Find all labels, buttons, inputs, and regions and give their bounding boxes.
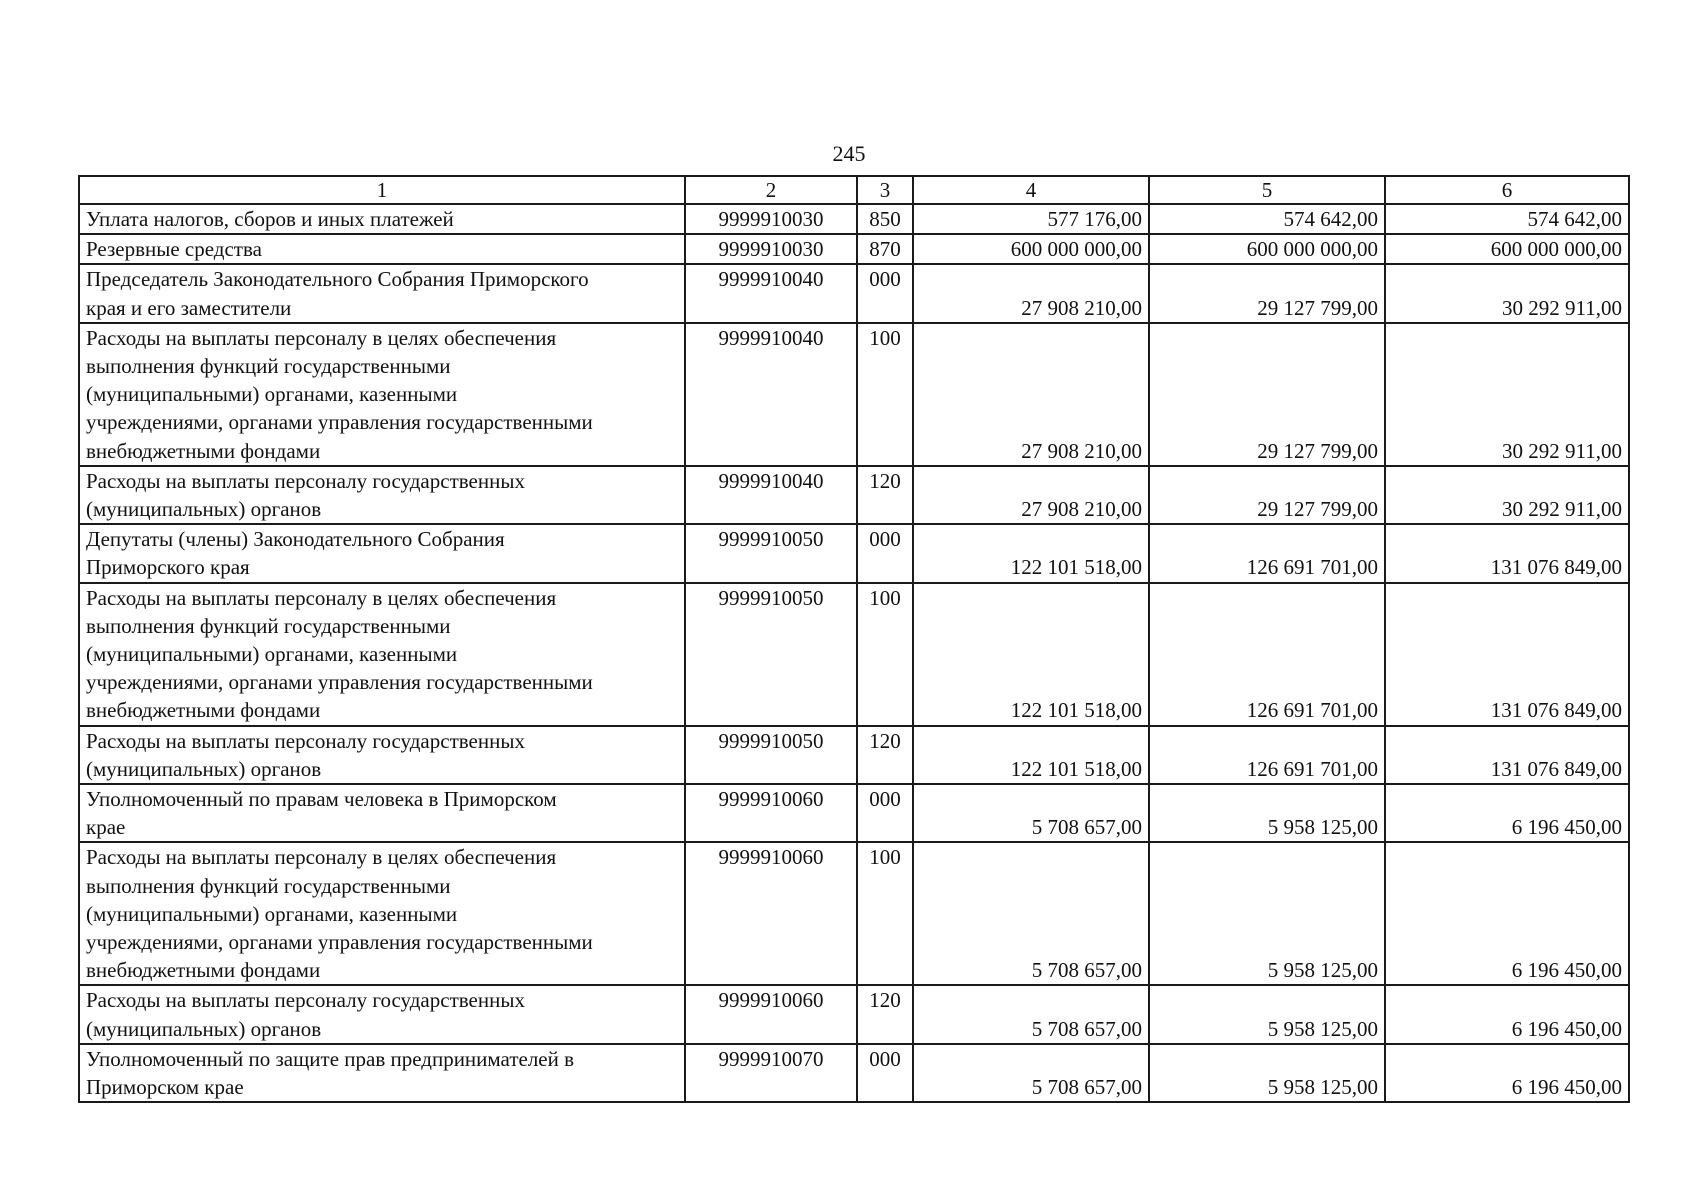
row-target-code: 9999910070 xyxy=(685,1044,857,1102)
table-row xyxy=(79,842,1629,985)
row-amount-col5: 126 691 701,00 xyxy=(1149,583,1385,726)
table-row xyxy=(79,264,1629,322)
column-number-row xyxy=(79,176,1629,204)
row-expense-type: 000 xyxy=(857,264,913,322)
table-row xyxy=(79,784,1629,842)
row-amount-col5: 5 958 125,00 xyxy=(1149,1044,1385,1102)
row-amount-col6: 6 196 450,00 xyxy=(1385,842,1629,985)
row-name: Резервные средства xyxy=(79,234,685,264)
row-name: Уполномоченный по правам человека в Приморском крае xyxy=(79,784,685,842)
table-row xyxy=(79,985,1629,1043)
row-amount-col6: 30 292 911,00 xyxy=(1385,466,1629,524)
row-target-code: 9999910040 xyxy=(685,264,857,322)
row-expense-type: 000 xyxy=(857,1044,913,1102)
row-name: Расходы на выплаты персоналу государственных (муниципальных) органов xyxy=(79,466,685,524)
table-row xyxy=(79,323,1629,466)
row-target-code: 9999910030 xyxy=(685,204,857,234)
row-name: Расходы на выплаты персоналу в целях обеспечения выполнения функций государственными (муниципальными) органами, казенными учреждениями, органами управления государственными внебюджетными фондами xyxy=(79,842,685,985)
row-amount-col4: 5 708 657,00 xyxy=(913,842,1149,985)
row-amount-col5: 600 000 000,00 xyxy=(1149,234,1385,264)
table-row xyxy=(79,1044,1629,1102)
row-amount-col6: 574 642,00 xyxy=(1385,204,1629,234)
row-name: Председатель Законодательного Собрания Приморского края и его заместители xyxy=(79,264,685,322)
row-expense-type: 120 xyxy=(857,466,913,524)
column-number-2: 2 xyxy=(685,176,857,204)
row-amount-col5: 29 127 799,00 xyxy=(1149,323,1385,466)
row-amount-col4: 122 101 518,00 xyxy=(913,524,1149,582)
table-row xyxy=(79,583,1629,726)
row-amount-col6: 30 292 911,00 xyxy=(1385,323,1629,466)
row-name: Расходы на выплаты персоналу в целях обеспечения выполнения функций государственными (муниципальными) органами, казенными учреждениями, органами управления государственными внебюджетными фондами xyxy=(79,323,685,466)
row-expense-type: 120 xyxy=(857,985,913,1043)
row-target-code: 9999910040 xyxy=(685,323,857,466)
row-expense-type: 100 xyxy=(857,323,913,466)
row-target-code: 9999910050 xyxy=(685,583,857,726)
row-amount-col4: 27 908 210,00 xyxy=(913,264,1149,322)
row-name: Уплата налогов, сборов и иных платежей xyxy=(79,204,685,234)
page-number: 245 xyxy=(832,141,866,166)
row-amount-col4: 27 908 210,00 xyxy=(913,323,1149,466)
table-row xyxy=(79,726,1629,784)
row-amount-col4: 5 708 657,00 xyxy=(913,985,1149,1043)
row-amount-col6: 131 076 849,00 xyxy=(1385,524,1629,582)
row-amount-col5: 29 127 799,00 xyxy=(1149,466,1385,524)
row-amount-col4: 5 708 657,00 xyxy=(913,1044,1149,1102)
column-number-1: 1 xyxy=(79,176,685,204)
row-target-code: 9999910050 xyxy=(685,726,857,784)
row-target-code: 9999910060 xyxy=(685,784,857,842)
row-amount-col6: 30 292 911,00 xyxy=(1385,264,1629,322)
row-amount-col5: 5 958 125,00 xyxy=(1149,784,1385,842)
row-amount-col6: 131 076 849,00 xyxy=(1385,583,1629,726)
budget-table-body xyxy=(79,176,1629,1102)
row-target-code: 9999910060 xyxy=(685,985,857,1043)
row-amount-col5: 574 642,00 xyxy=(1149,204,1385,234)
row-expense-type: 000 xyxy=(857,784,913,842)
row-expense-type: 870 xyxy=(857,234,913,264)
budget-table xyxy=(78,175,1630,1103)
row-amount-col4: 27 908 210,00 xyxy=(913,466,1149,524)
row-name: Уполномоченный по защите прав предпринимателей в Приморском крае xyxy=(79,1044,685,1102)
row-target-code: 9999910040 xyxy=(685,466,857,524)
row-expense-type: 000 xyxy=(857,524,913,582)
column-number-6: 6 xyxy=(1385,176,1629,204)
row-amount-col5: 126 691 701,00 xyxy=(1149,524,1385,582)
row-name: Депутаты (члены) Законодательного Собрания Приморского края xyxy=(79,524,685,582)
row-name: Расходы на выплаты персоналу государственных (муниципальных) органов xyxy=(79,985,685,1043)
row-expense-type: 120 xyxy=(857,726,913,784)
table-row xyxy=(79,234,1629,264)
row-amount-col4: 5 708 657,00 xyxy=(913,784,1149,842)
table-row xyxy=(79,524,1629,582)
row-amount-col4: 600 000 000,00 xyxy=(913,234,1149,264)
row-expense-type: 850 xyxy=(857,204,913,234)
row-amount-col5: 5 958 125,00 xyxy=(1149,985,1385,1043)
row-amount-col6: 600 000 000,00 xyxy=(1385,234,1629,264)
row-target-code: 9999910050 xyxy=(685,524,857,582)
row-target-code: 9999910030 xyxy=(685,234,857,264)
row-expense-type: 100 xyxy=(857,842,913,985)
row-name: Расходы на выплаты персоналу государственных (муниципальных) органов xyxy=(79,726,685,784)
row-name: Расходы на выплаты персоналу в целях обеспечения выполнения функций государственными (муниципальными) органами, казенными учреждениями, органами управления государственными внебюджетными фондами xyxy=(79,583,685,726)
row-amount-col6: 6 196 450,00 xyxy=(1385,1044,1629,1102)
column-number-4: 4 xyxy=(913,176,1149,204)
row-amount-col6: 131 076 849,00 xyxy=(1385,726,1629,784)
table-row xyxy=(79,466,1629,524)
row-expense-type: 100 xyxy=(857,583,913,726)
row-amount-col5: 29 127 799,00 xyxy=(1149,264,1385,322)
row-amount-col5: 5 958 125,00 xyxy=(1149,842,1385,985)
row-amount-col4: 577 176,00 xyxy=(913,204,1149,234)
row-amount-col4: 122 101 518,00 xyxy=(913,726,1149,784)
column-number-5: 5 xyxy=(1149,176,1385,204)
table-row xyxy=(79,204,1629,234)
row-amount-col5: 126 691 701,00 xyxy=(1149,726,1385,784)
row-target-code: 9999910060 xyxy=(685,842,857,985)
column-number-3: 3 xyxy=(857,176,913,204)
row-amount-col6: 6 196 450,00 xyxy=(1385,985,1629,1043)
row-amount-col6: 6 196 450,00 xyxy=(1385,784,1629,842)
row-amount-col4: 122 101 518,00 xyxy=(913,583,1149,726)
